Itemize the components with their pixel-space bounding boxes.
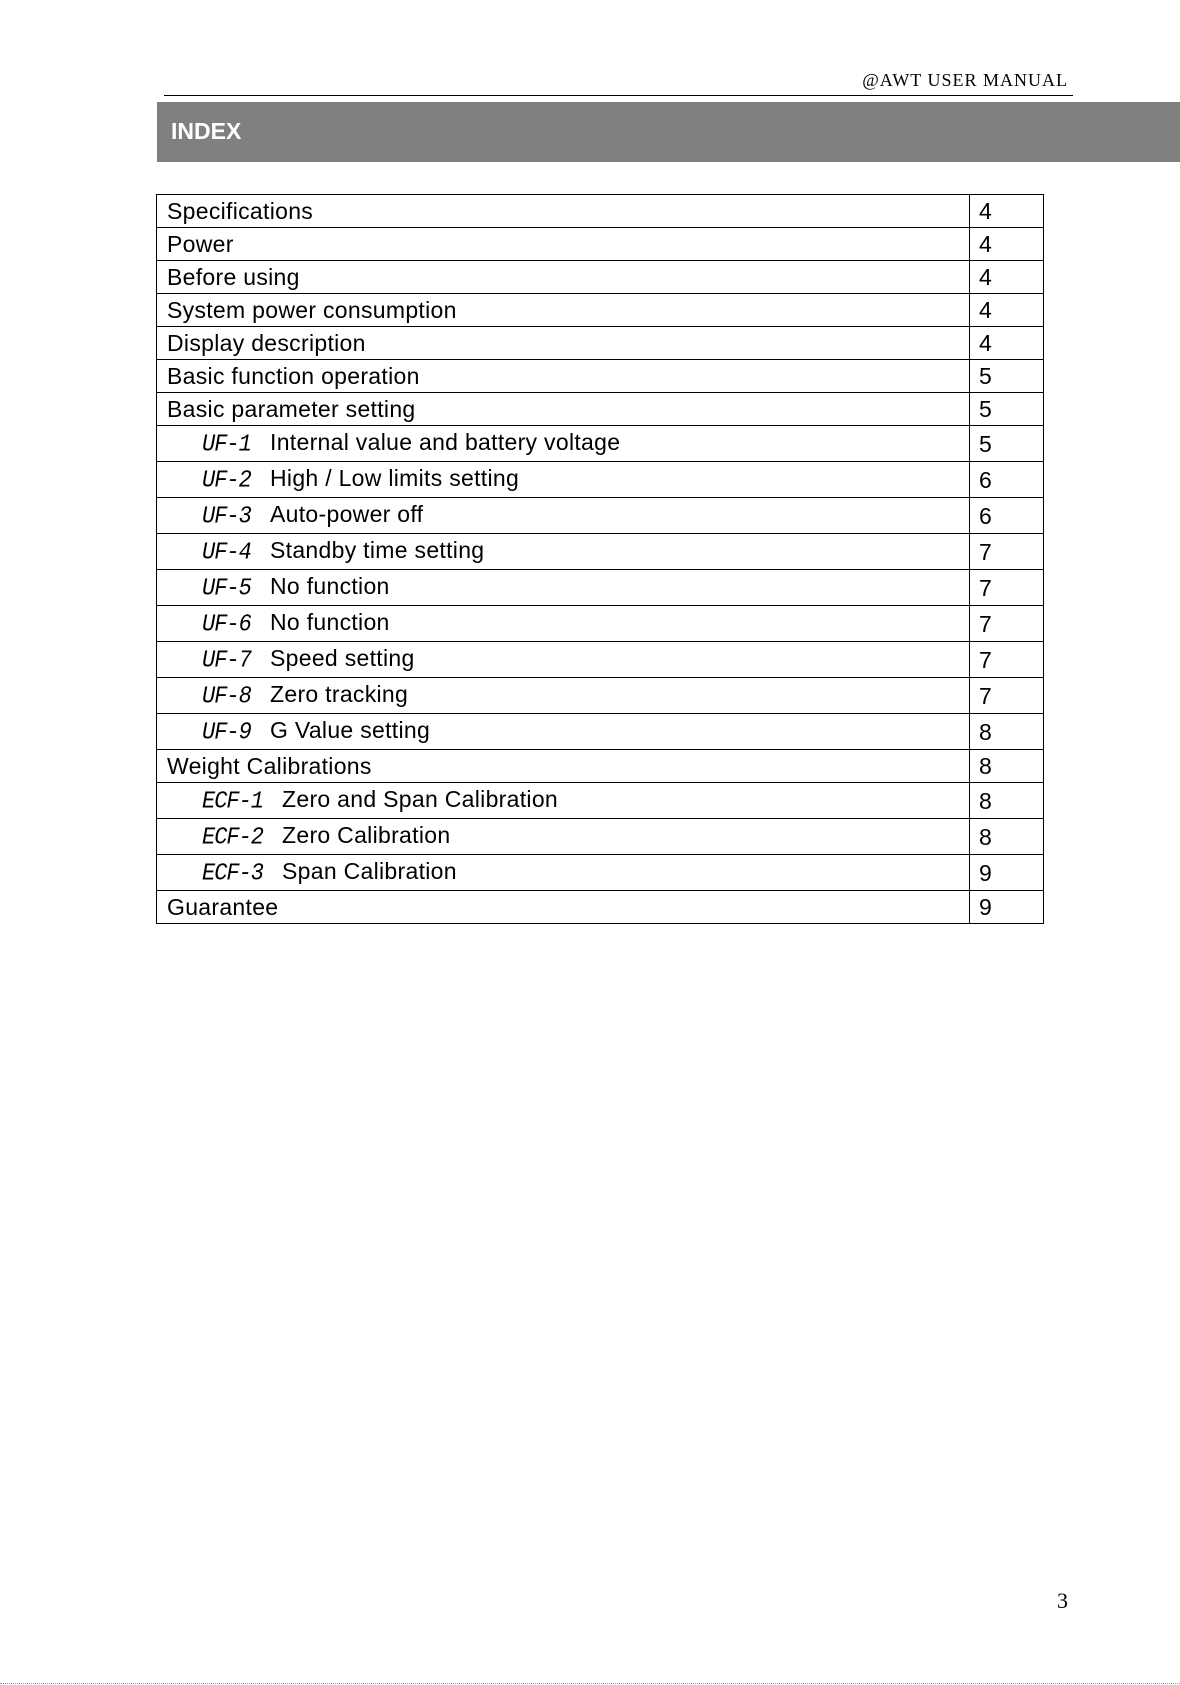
entry-page: 7 <box>970 570 1044 606</box>
entry-page: 5 <box>970 393 1044 426</box>
entry-label: Weight Calibrations <box>167 753 372 779</box>
function-code: UF-1 <box>202 430 251 459</box>
function-code: ECF-1 <box>202 787 264 816</box>
section-title: INDEX <box>171 118 242 144</box>
entry-label: Specifications <box>167 198 314 224</box>
entry-page: 7 <box>970 678 1044 714</box>
index-row[interactable] <box>157 462 1044 498</box>
index-row[interactable] <box>157 819 1044 855</box>
index-entry <box>157 750 970 783</box>
entry-label: Power <box>167 231 234 257</box>
index-entry <box>157 534 970 570</box>
entry-label: Span Calibration <box>282 858 457 884</box>
index-entry <box>157 678 970 714</box>
function-code: UF-6 <box>202 610 251 639</box>
index-entry <box>157 195 970 228</box>
index-entry <box>157 393 970 426</box>
index-entry <box>157 228 970 261</box>
index-row[interactable] <box>157 606 1044 642</box>
entry-page: 4 <box>970 195 1044 228</box>
entry-page: 5 <box>970 360 1044 393</box>
index-row[interactable] <box>157 426 1044 462</box>
index-row[interactable] <box>157 498 1044 534</box>
entry-page: 8 <box>970 819 1044 855</box>
entry-page: 8 <box>970 750 1044 783</box>
index-entry <box>157 606 970 642</box>
entry-page: 5 <box>970 426 1044 462</box>
entry-label: Display description <box>167 330 366 356</box>
index-row[interactable] <box>157 642 1044 678</box>
index-row[interactable] <box>157 294 1044 327</box>
index-row[interactable] <box>157 228 1044 261</box>
entry-label: High / Low limits setting <box>270 465 520 491</box>
entry-label: Auto-power off <box>270 501 424 527</box>
entry-page: 7 <box>970 534 1044 570</box>
index-row[interactable] <box>157 261 1044 294</box>
function-code: UF-2 <box>202 466 251 495</box>
entry-page: 4 <box>970 261 1044 294</box>
entry-label: Zero and Span Calibration <box>282 786 558 812</box>
index-entry <box>157 360 970 393</box>
index-row[interactable] <box>157 570 1044 606</box>
entry-label: Basic parameter setting <box>167 396 416 422</box>
entry-page: 7 <box>970 642 1044 678</box>
page-number: 3 <box>1057 1588 1068 1613</box>
entry-page: 4 <box>970 228 1044 261</box>
index-row[interactable] <box>157 714 1044 750</box>
entry-label: Guarantee <box>167 894 279 920</box>
function-code: UF-7 <box>202 646 251 675</box>
entry-page: 6 <box>970 462 1044 498</box>
index-row[interactable] <box>157 393 1044 426</box>
entry-page: 9 <box>970 891 1044 924</box>
function-code: ECF-2 <box>202 823 264 852</box>
entry-label: Basic function operation <box>167 363 420 389</box>
function-code: ECF-3 <box>202 859 264 888</box>
index-row[interactable] <box>157 783 1044 819</box>
index-entry <box>157 498 970 534</box>
page-edge <box>0 1683 1180 1684</box>
entry-page: 8 <box>970 783 1044 819</box>
entry-label: Zero tracking <box>270 681 409 707</box>
entry-page: 4 <box>970 294 1044 327</box>
index-entry <box>157 462 970 498</box>
entry-label: Standby time setting <box>270 537 485 563</box>
function-code: UF-4 <box>202 538 251 567</box>
entry-label: Internal value and battery voltage <box>270 429 621 455</box>
entry-page: 4 <box>970 327 1044 360</box>
index-row[interactable] <box>157 534 1044 570</box>
entry-label: No function <box>270 573 390 599</box>
index-entry <box>157 642 970 678</box>
index-entry <box>157 891 970 924</box>
running-header: @AWT USER MANUAL <box>862 70 1068 90</box>
entry-page: 7 <box>970 606 1044 642</box>
header-rule <box>164 95 1073 96</box>
index-table <box>156 194 1044 924</box>
index-entry <box>157 327 970 360</box>
index-entry <box>157 261 970 294</box>
function-code: UF-3 <box>202 502 251 531</box>
entry-page: 9 <box>970 855 1044 891</box>
index-entry <box>157 855 970 891</box>
index-entry <box>157 294 970 327</box>
entry-label: Zero Calibration <box>282 822 451 848</box>
entry-label: G Value setting <box>270 717 431 743</box>
index-row[interactable] <box>157 195 1044 228</box>
entry-label: Before using <box>167 264 300 290</box>
index-entry <box>157 714 970 750</box>
entry-label: System power consumption <box>167 297 457 323</box>
index-row[interactable] <box>157 750 1044 783</box>
index-row[interactable] <box>157 360 1044 393</box>
index-entry <box>157 783 970 819</box>
entry-page: 8 <box>970 714 1044 750</box>
index-entry <box>157 426 970 462</box>
index-row[interactable] <box>157 678 1044 714</box>
index-row[interactable] <box>157 327 1044 360</box>
entry-label: Speed setting <box>270 645 415 671</box>
function-code: UF-8 <box>202 682 251 711</box>
section-banner <box>157 102 1180 162</box>
index-entry <box>157 819 970 855</box>
index-entry <box>157 570 970 606</box>
entry-label: No function <box>270 609 390 635</box>
index-row[interactable] <box>157 855 1044 891</box>
index-row[interactable] <box>157 891 1044 924</box>
entry-page: 6 <box>970 498 1044 534</box>
function-code: UF-9 <box>202 718 251 747</box>
function-code: UF-5 <box>202 574 251 603</box>
